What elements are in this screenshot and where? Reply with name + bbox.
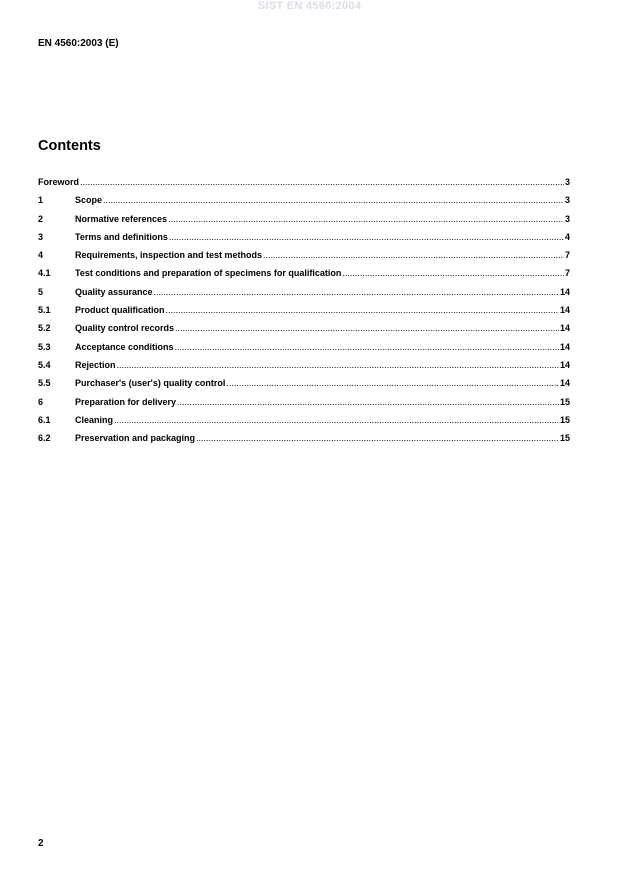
toc-entry-title: Quality control records [75, 323, 175, 334]
toc-entry-foreword[interactable] [38, 177, 570, 195]
toc-dot-leader [154, 287, 559, 297]
toc-entry-page: 14 [559, 286, 570, 297]
toc-entry-title: Acceptance conditions [75, 341, 174, 352]
toc-entry-terms-and-definitions[interactable] [38, 232, 570, 250]
toc-entry-number: 5.5 [38, 378, 51, 389]
toc-entry-number: 5.2 [38, 323, 51, 334]
toc-entry-acceptance-conditions[interactable] [38, 342, 570, 360]
toc-entry-page: 14 [559, 323, 570, 334]
document-identifier: EN 4560:2003 (E) [38, 38, 119, 49]
toc-entry-page: 14 [559, 341, 570, 352]
toc-entry-normative-references[interactable] [38, 214, 570, 232]
toc-entry-number: 4 [38, 250, 44, 261]
toc-dot-leader [114, 415, 559, 425]
contents-heading: Contents [38, 138, 101, 154]
toc-entry-page: 3 [564, 177, 570, 187]
toc-entry-rejection[interactable] [38, 360, 570, 378]
toc-dot-leader [175, 342, 559, 352]
toc-entry-title: Rejection [75, 359, 116, 370]
toc-entry-title: Terms and definitions [75, 231, 168, 242]
toc-entry-number: 6.1 [38, 414, 51, 425]
toc-entry-purchaser-quality-control[interactable] [38, 378, 570, 396]
toc-entry-page: 7 [564, 250, 570, 261]
toc-entry-number: 1 [38, 195, 44, 206]
toc-entry-page: 14 [559, 378, 570, 389]
toc-dot-leader [226, 378, 559, 388]
toc-dot-leader [177, 397, 559, 407]
toc-entry-page: 15 [559, 396, 570, 407]
toc-entry-number: 5 [38, 286, 44, 297]
toc-entry-requirements[interactable] [38, 250, 570, 268]
toc-entry-title: Cleaning [75, 414, 114, 425]
toc-dot-leader [80, 177, 564, 187]
toc-dot-leader [166, 305, 559, 315]
table-of-contents [38, 177, 570, 451]
toc-entry-title: Purchaser's (user's) quality control [75, 378, 226, 389]
toc-entry-number: 5.1 [38, 305, 51, 316]
toc-entry-number: 5.4 [38, 359, 51, 370]
toc-entry-title: Product qualification [75, 305, 165, 316]
toc-entry-product-qualification[interactable] [38, 305, 570, 323]
toc-dot-leader [342, 268, 564, 278]
toc-entry-scope[interactable] [38, 195, 570, 213]
watermark: SIST EN 4560:2004 [257, 0, 362, 12]
toc-dot-leader [117, 360, 559, 370]
toc-dot-leader [263, 250, 564, 260]
toc-entry-page: 4 [564, 231, 570, 242]
toc-entry-quality-control-records[interactable] [38, 323, 570, 341]
toc-entry-title: Preparation for delivery [75, 396, 177, 407]
toc-entry-number: 6.2 [38, 433, 51, 444]
toc-entry-page: 14 [559, 305, 570, 316]
toc-dot-leader [175, 323, 559, 333]
toc-entry-title: Foreword [38, 177, 80, 187]
toc-entry-title: Requirements, inspection and test methods [75, 250, 263, 261]
toc-entry-number: 3 [38, 231, 44, 242]
toc-entry-page: 3 [564, 195, 570, 206]
toc-dot-leader [169, 232, 564, 242]
toc-entry-page: 14 [559, 359, 570, 370]
page-number: 2 [38, 838, 44, 849]
toc-entry-number: 2 [38, 213, 44, 224]
toc-entry-title: Preservation and packaging [75, 433, 196, 444]
toc-entry-number: 4.1 [38, 268, 51, 279]
toc-entry-page: 15 [559, 414, 570, 425]
toc-dot-leader [103, 195, 564, 205]
toc-entry-page: 15 [559, 433, 570, 444]
toc-entry-title: Scope [75, 195, 103, 206]
toc-entry-number: 5.3 [38, 341, 51, 352]
toc-entry-cleaning[interactable] [38, 415, 570, 433]
toc-entry-quality-assurance[interactable] [38, 287, 570, 305]
toc-entry-page: 7 [564, 268, 570, 279]
toc-entry-preparation-for-delivery[interactable] [38, 397, 570, 415]
toc-entry-test-conditions[interactable] [38, 268, 570, 286]
toc-entry-title: Quality assurance [75, 286, 153, 297]
toc-dot-leader [168, 214, 564, 224]
toc-dot-leader [196, 433, 559, 443]
toc-entry-page: 3 [564, 213, 570, 224]
toc-entry-preservation-and-packaging[interactable] [38, 433, 570, 451]
toc-entry-title: Normative references [75, 213, 168, 224]
toc-entry-title: Test conditions and preparation of specimens for qualification [75, 268, 342, 279]
toc-entry-number: 6 [38, 396, 44, 407]
